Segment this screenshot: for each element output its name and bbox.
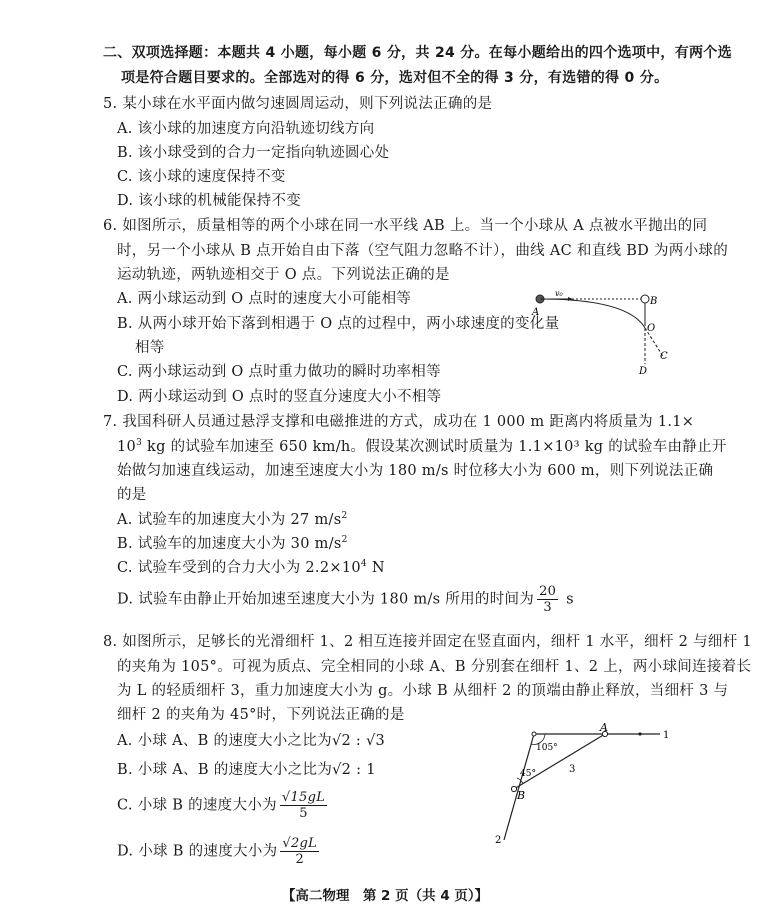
q5-stem: 5. 某小球在水平面内做匀速圆周运动，则下列说法正确的是 <box>103 96 493 112</box>
q7-option-b: B. 试验车的加速度大小为 30 $m/s^2$ <box>117 535 348 552</box>
q8-stem-line1: 8. 如图所示，足够长的光滑细杆 1、2 相互连接并固定在竖直面内，细杆 1 水平，细杆 2 与细杆 1 <box>103 634 752 650</box>
q7-option-c: C. 试验车受到的合力大小为 $2.2\times 10^4$ N <box>117 559 385 576</box>
q7-option-a: A. 试验车的加速度大小为 27 $m/s^2$ <box>117 511 348 528</box>
fig8-label-2: 2 <box>495 835 502 846</box>
ball-b <box>641 295 649 303</box>
q6-option-b-line1: B. 从两小球开始下落到相遇于 O 点的过程中，两小球速度的变化量 <box>117 316 560 332</box>
ball-b <box>511 786 516 791</box>
q7-stem-line1: 7. 我国科研人员通过悬浮支撑和电磁推进的方式，成功在 1 000 m 距离内将质量为 1.1× <box>103 414 695 430</box>
q7-stem-line4: 的是 <box>117 487 147 503</box>
q6-projectile-figure <box>528 286 678 386</box>
q7-d-fraction: $\frac{20}{3}$ <box>539 584 557 615</box>
q7-stem-line2: $10^3$ kg 的试验车加速至 650 km/h。假设某次测试时质量为 1.1×10³ kg 的试验车由静止开 <box>117 438 727 455</box>
curve-ao <box>540 299 645 328</box>
q8-option-c: C. 小球 B 的速度大小为 $\frac{√15gL}{5}$ <box>117 790 326 821</box>
fig8-label-a: A <box>600 722 608 734</box>
q6-option-c: C. 两小球运动到 O 点时重力做功的瞬时功率相等 <box>117 364 441 380</box>
q8-rod-figure <box>490 722 680 852</box>
fig8-label-3: 3 <box>569 764 576 775</box>
q6-option-d: D. 两小球运动到 O 点时的竖直分速度大小不相等 <box>117 389 442 405</box>
q5-option-d: D. 该小球的机械能保持不变 <box>117 193 302 209</box>
rod-2 <box>504 734 534 840</box>
rod-3 <box>514 734 605 789</box>
q5-option-c: C. 该小球的速度保持不变 <box>117 169 286 185</box>
fig8-label-1: 1 <box>663 730 670 741</box>
fig8-label-b: B <box>517 789 526 802</box>
section-header-line2: 项是符合题目要求的。全部选对的得 6 分，选对但不全的得 3 分，有选错的得 0 分。 <box>121 70 669 86</box>
q7-option-d: D. 试验车由静止开始加速至速度大小为 180 m/s 所用的时间为 $\frac{20}{3}$ s <box>117 584 574 615</box>
fig8-label-45: 45° <box>520 769 536 779</box>
q8-option-a: A. 小球 A、B 的速度大小之比为√2 : √3 <box>117 733 386 749</box>
fig6-label-o: O <box>647 323 656 334</box>
joint <box>532 732 536 736</box>
fig6-label-c: C <box>660 351 668 362</box>
q7-stem-line3: 始做匀加速直线运动，加速至速度大小为 180 m/s 时位移大小为 600 m，则下列说法正确 <box>117 463 714 479</box>
fig6-label-v0: v₀ <box>555 289 563 298</box>
q5-option-a: A. 该小球的加速度方向沿轨迹切线方向 <box>117 121 375 137</box>
q6-option-a: A. 两小球运动到 O 点时的速度大小可能相等 <box>117 291 412 307</box>
q6-stem-line1: 6. 如图所示，质量相等的两个小球在同一水平线 AB 上。当一个小球从 A 点被水平抛出的同 <box>103 218 708 234</box>
q6-stem-line2: 时，另一个小球从 B 点开始自由下落（空气阻力忽略不计），曲线 AC 和直线 BD 为两小球的 <box>117 243 729 259</box>
rod1-marker <box>638 732 641 735</box>
fig6-label-b: B <box>650 296 658 307</box>
q8-stem-line4: 细杆 2 的夹角为 45°时，下列说法正确的是 <box>117 707 405 723</box>
q6-stem-line3: 运动轨迹，两轨迹相交于 O 点。下列说法正确的是 <box>117 267 450 283</box>
q8-option-d: D. 小球 B 的速度大小为 $\frac{√2gL}{2}$ <box>117 836 318 867</box>
q8-stem-line3: 为 L 的轻质细杆 3，重力加速度大小为 g。小球 B 从细杆 2 的顶端由静止释放，当细杆 3 与 <box>117 683 729 699</box>
q8-stem-line2: 的夹角为 105°。可视为质点、完全相同的小球 A、B 分别套在细杆 1、2 上，两小球间连接着长 <box>117 659 752 675</box>
section-header-line1: 二、双项选择题：本题共 4 小题，每小题 6 分，共 24 分。在每小题给出的四个选项中，有两个选 <box>103 45 732 61</box>
q8-c-fraction: $\frac{√15gL}{5}$ <box>281 790 326 821</box>
q6-option-b-line2: 相等 <box>135 340 165 356</box>
fig6-label-d: D <box>639 366 648 377</box>
page-footer: 【高二物理 第 2 页（共 4 页）】 <box>281 888 489 904</box>
q8-d-fraction: $\frac{√2gL}{2}$ <box>282 836 318 867</box>
q8-option-b: B. 小球 A、B 的速度大小之比为√2 : 1 <box>117 762 376 778</box>
fig8-label-105: 105° <box>536 743 558 753</box>
fig6-label-a: A <box>532 307 540 318</box>
q5-option-b: B. 该小球受到的合力一定指向轨迹圆心处 <box>117 145 390 161</box>
